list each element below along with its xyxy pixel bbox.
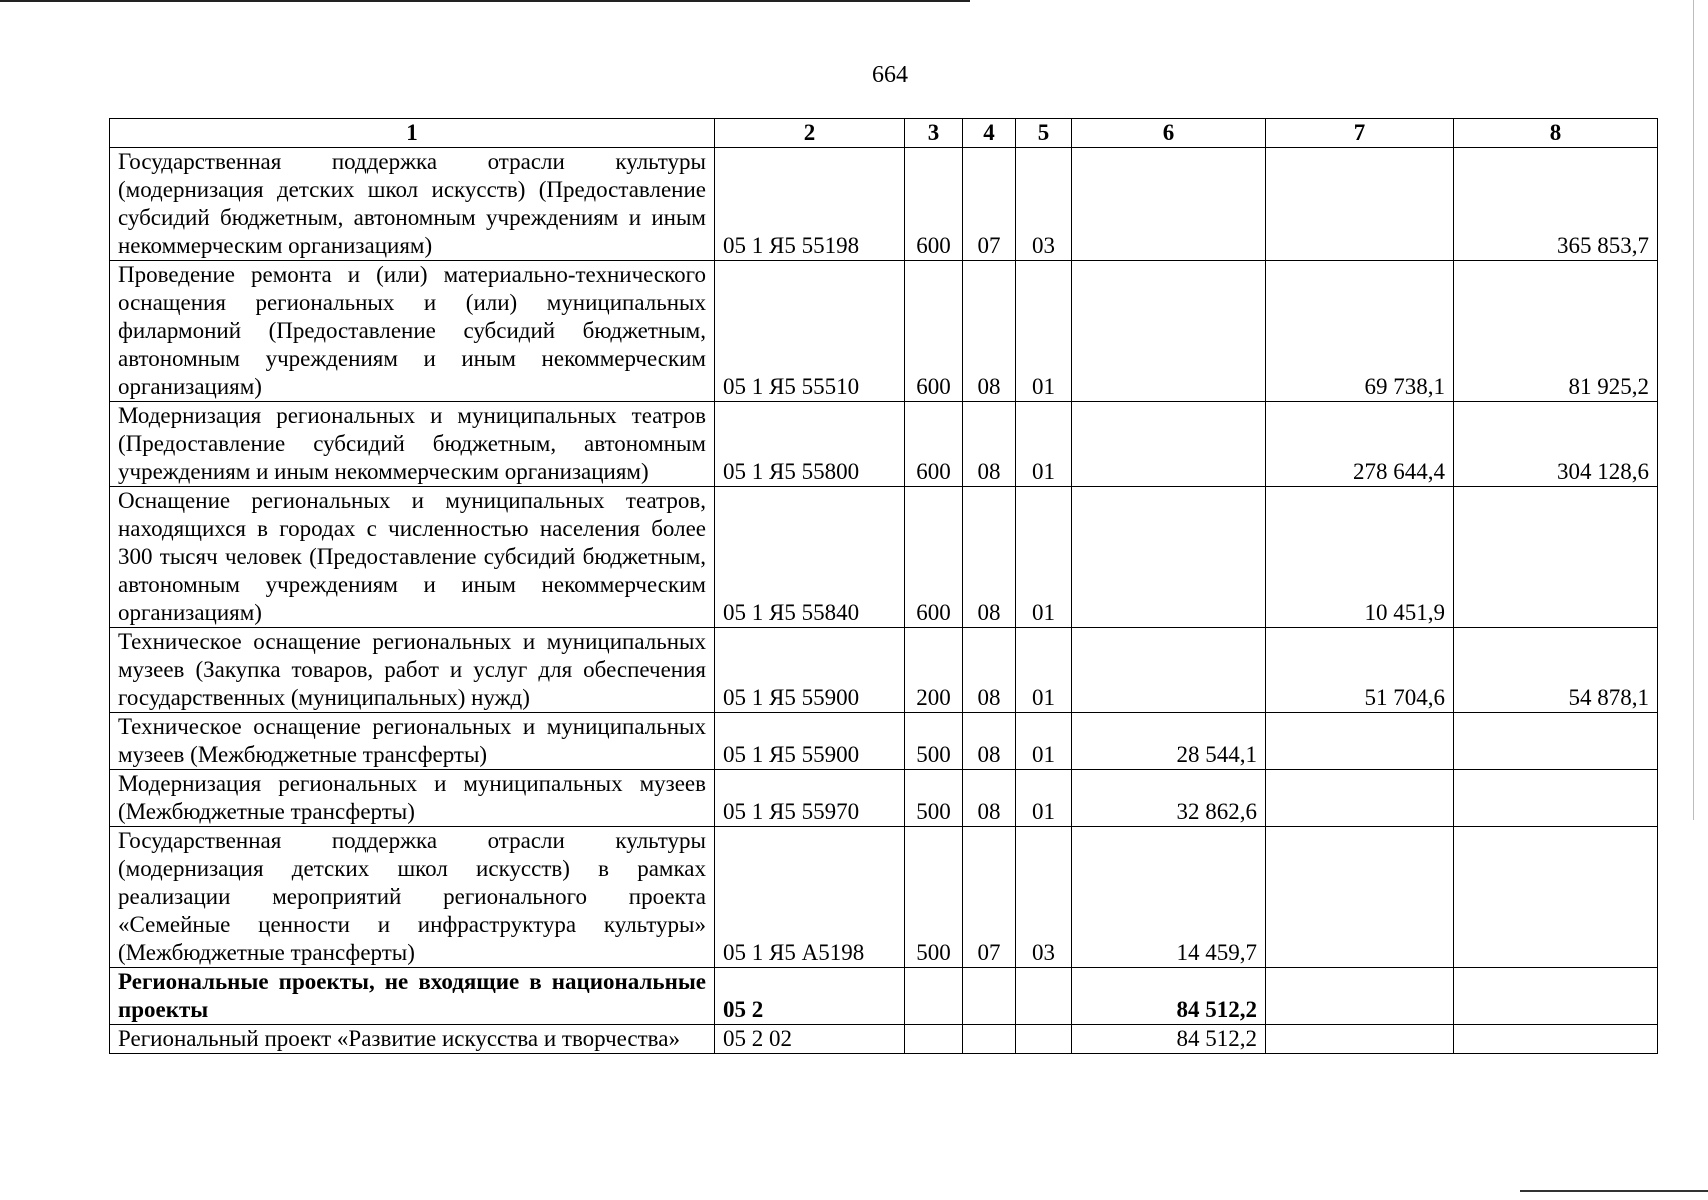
row-col4: 08	[963, 770, 1016, 827]
row-col6	[1072, 402, 1266, 487]
row-description: Проведение ремонта и (или) материально-технического оснащения региональных и (или) муниципальных филармоний (Предоставление субсидий бюджетным, автономным учреждениям и иным некоммерческим организациям)	[110, 261, 715, 402]
scan-edge-right	[1693, 0, 1694, 820]
row-code: 05 2	[715, 968, 905, 1025]
row-col6: 32 862,6	[1072, 770, 1266, 827]
scan-edge-top	[0, 0, 970, 2]
row-col5: 01	[1016, 402, 1072, 487]
table-row	[110, 487, 1658, 628]
row-col7	[1266, 827, 1454, 968]
table-row	[110, 628, 1658, 713]
row-code: 05 1 Я5 55198	[715, 148, 905, 261]
row-col8	[1454, 770, 1658, 827]
row-col8: 81 925,2	[1454, 261, 1658, 402]
row-col6	[1072, 261, 1266, 402]
header-cell: 7	[1266, 119, 1454, 148]
row-col6: 84 512,2	[1072, 1025, 1266, 1054]
row-col4: 08	[963, 402, 1016, 487]
row-col7	[1266, 1025, 1454, 1054]
row-code: 05 1 Я5 55970	[715, 770, 905, 827]
row-col7: 51 704,6	[1266, 628, 1454, 713]
header-cell: 3	[905, 119, 963, 148]
row-description: Региональный проект «Развитие искусства и творчества»	[110, 1025, 715, 1054]
row-col6: 28 544,1	[1072, 713, 1266, 770]
row-description: Техническое оснащение региональных и муниципальных музеев (Межбюджетные трансферты)	[110, 713, 715, 770]
table-body	[110, 148, 1658, 1054]
scan-edge-bottom	[1520, 1190, 1708, 1192]
row-col7	[1266, 148, 1454, 261]
header-cell: 1	[110, 119, 715, 148]
row-col7	[1266, 968, 1454, 1025]
row-description: Модернизация региональных и муниципальных театров (Предоставление субсидий бюджетным, автономным учреждениям и иным некоммерческим организациям)	[110, 402, 715, 487]
row-col4	[963, 968, 1016, 1025]
row-col8	[1454, 827, 1658, 968]
budget-table	[109, 118, 1658, 1054]
row-description: Техническое оснащение региональных и муниципальных музеев (Закупка товаров, работ и услуг для обеспечения государственных (муниципальных) нужд)	[110, 628, 715, 713]
row-description: Модернизация региональных и муниципальных музеев (Межбюджетные трансферты)	[110, 770, 715, 827]
row-col3	[905, 968, 963, 1025]
row-col3: 500	[905, 713, 963, 770]
table-row	[110, 968, 1658, 1025]
row-col4: 08	[963, 628, 1016, 713]
row-col8: 304 128,6	[1454, 402, 1658, 487]
row-col8	[1454, 968, 1658, 1025]
row-col5: 01	[1016, 261, 1072, 402]
row-col4: 08	[963, 713, 1016, 770]
row-col4	[963, 1025, 1016, 1054]
row-description: Региональные проекты, не входящие в национальные проекты	[110, 968, 715, 1025]
row-col3: 600	[905, 261, 963, 402]
row-col3: 200	[905, 628, 963, 713]
row-col5	[1016, 968, 1072, 1025]
row-col3	[905, 1025, 963, 1054]
header-row	[110, 119, 1658, 148]
row-col3: 600	[905, 148, 963, 261]
row-code: 05 1 Я5 55900	[715, 713, 905, 770]
header-cell: 6	[1072, 119, 1266, 148]
table-row	[110, 148, 1658, 261]
table-row	[110, 1025, 1658, 1054]
row-col7	[1266, 713, 1454, 770]
row-description: Государственная поддержка отрасли культуры (модернизация детских школ искусств) (Предоставление субсидий бюджетным, автономным учреждениям и иным некоммерческим организациям)	[110, 148, 715, 261]
row-col7: 69 738,1	[1266, 261, 1454, 402]
row-col5: 01	[1016, 487, 1072, 628]
page-number: 664	[872, 62, 908, 88]
row-col5: 03	[1016, 827, 1072, 968]
row-code: 05 1 Я5 А5198	[715, 827, 905, 968]
row-col3: 500	[905, 827, 963, 968]
table-row	[110, 827, 1658, 968]
table-row	[110, 261, 1658, 402]
row-code: 05 1 Я5 55510	[715, 261, 905, 402]
row-col8	[1454, 487, 1658, 628]
row-col3: 600	[905, 402, 963, 487]
row-col3: 600	[905, 487, 963, 628]
row-code: 05 1 Я5 55900	[715, 628, 905, 713]
row-col5	[1016, 1025, 1072, 1054]
row-col8: 365 853,7	[1454, 148, 1658, 261]
row-col4: 08	[963, 487, 1016, 628]
row-col4: 07	[963, 827, 1016, 968]
row-code: 05 2 02	[715, 1025, 905, 1054]
row-col6	[1072, 148, 1266, 261]
row-col6	[1072, 628, 1266, 713]
row-col6: 14 459,7	[1072, 827, 1266, 968]
row-col6	[1072, 487, 1266, 628]
row-col5: 01	[1016, 713, 1072, 770]
row-description: Оснащение региональных и муниципальных театров, находящихся в городах с численностью населения более 300 тысяч человек (Предоставление субсидий бюджетным, автономным учреждениям и иным некоммерческим организациям)	[110, 487, 715, 628]
header-cell: 2	[715, 119, 905, 148]
row-col7: 10 451,9	[1266, 487, 1454, 628]
row-col7	[1266, 770, 1454, 827]
row-code: 05 1 Я5 55800	[715, 402, 905, 487]
row-col8	[1454, 713, 1658, 770]
row-col5: 03	[1016, 148, 1072, 261]
row-col4: 08	[963, 261, 1016, 402]
row-col3: 500	[905, 770, 963, 827]
row-col5: 01	[1016, 770, 1072, 827]
row-description: Государственная поддержка отрасли культуры (модернизация детских школ искусств) в рамках реализации мероприятий регионального проекта «Семейные ценности и инфраструктура культуры» (Межбюджетные трансферты)	[110, 827, 715, 968]
row-col5: 01	[1016, 628, 1072, 713]
table-row	[110, 402, 1658, 487]
row-col8	[1454, 1025, 1658, 1054]
header-cell: 8	[1454, 119, 1658, 148]
row-code: 05 1 Я5 55840	[715, 487, 905, 628]
row-col8: 54 878,1	[1454, 628, 1658, 713]
table-row	[110, 770, 1658, 827]
header-cell: 5	[1016, 119, 1072, 148]
row-col6: 84 512,2	[1072, 968, 1266, 1025]
row-col4: 07	[963, 148, 1016, 261]
header-cell: 4	[963, 119, 1016, 148]
table-row	[110, 713, 1658, 770]
row-col7: 278 644,4	[1266, 402, 1454, 487]
